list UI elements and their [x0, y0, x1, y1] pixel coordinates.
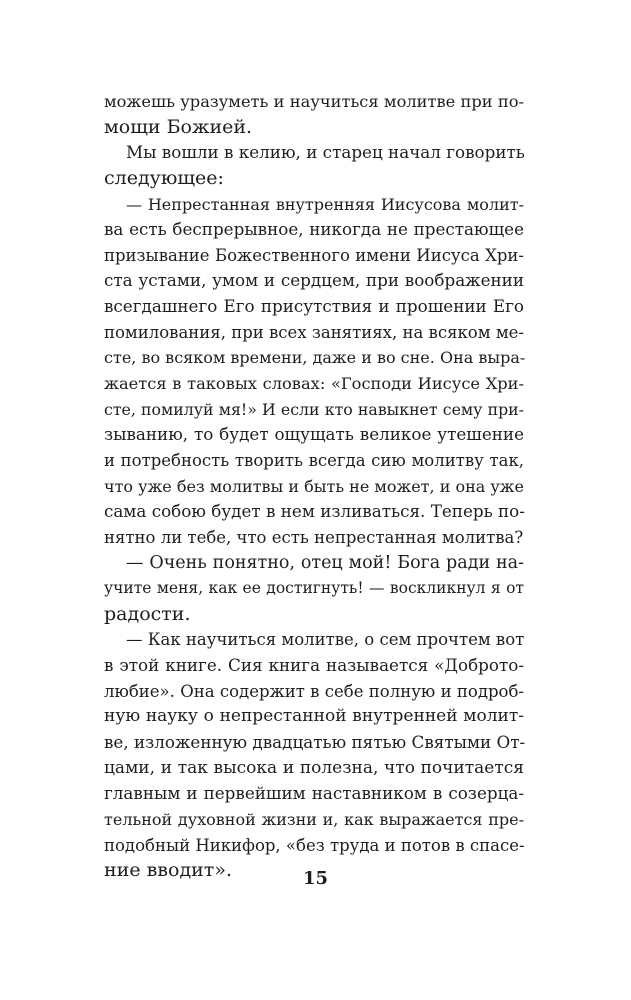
text-line: всегдашнего Его присутствия и прошении Его [104, 296, 524, 317]
text-line: ва есть беспрерывное, никогда не престающее [104, 219, 524, 240]
text-line: что уже без молитвы и быть не может, и она уже [104, 476, 524, 496]
text-line: мощи Божией. [104, 115, 253, 138]
text-line: тельной духовной жизни и, как выражается пре- [104, 809, 524, 829]
page-number: 15 [302, 868, 329, 889]
text-line: радости. [104, 602, 191, 625]
text-line: сте, помилуй мя!» И если кто навыкнет сему при- [104, 399, 524, 419]
text-line: цами, и так высока и полезна, что почитается [104, 757, 524, 778]
text-line: в этой книге. Сия книга называется «Доброто- [104, 655, 524, 676]
text-line: ве, изложенную двадцатью пятью Святыми От- [104, 732, 526, 753]
text-line: — Непрестанная внутренняя Иисусова молит- [126, 194, 524, 214]
text-line: ста устами, умом и сердцем, при воображении [104, 270, 524, 291]
body-text [104, 89, 524, 884]
text-line: призывание Божественного имени Иисуса Хри- [104, 245, 524, 265]
text-line: помилования, при всех занятиях, на всяком ме- [104, 322, 524, 342]
text-line: главным и первейшим наставником в созерца- [104, 783, 524, 804]
text-line: — Как научиться молитве, о сем прочтем вот [126, 630, 525, 650]
text-line: следующее: [104, 166, 224, 189]
text-line: зыванию, то будет ощущать великое утешение [104, 424, 524, 445]
text-line: и потребность творить всегда сию молитву так, [104, 450, 524, 470]
text-line: любие». Она содержит в себе полную и подроб- [104, 681, 524, 701]
text-line: сте, во всяком времени, даже и во сне. Она выра- [104, 348, 526, 368]
text-line: — Очень понятно, отец мой! Бога ради на- [126, 552, 524, 573]
text-line: подобный Никифор, «без труда и потов в спасе- [104, 835, 525, 855]
text-line: Мы вошли в келию, и старец начал говорить [126, 142, 525, 163]
text-line: можешь уразуметь и научиться молитве при по- [104, 92, 524, 111]
text-line: жается в таковых словах: «Господи Иисусе Хри- [104, 374, 524, 394]
text-line: ную науку о непрестанной внутренней молит- [104, 706, 524, 727]
text-line: сама собою будет в нем изливаться. Теперь по- [104, 501, 525, 522]
text-line: учите меня, как ее достигнуть! — воскликнул я от [104, 579, 524, 598]
text-line: нятно ли тебе, что есть непрестанная молитва? [104, 527, 524, 547]
text-line: ние вводит». [104, 859, 232, 882]
